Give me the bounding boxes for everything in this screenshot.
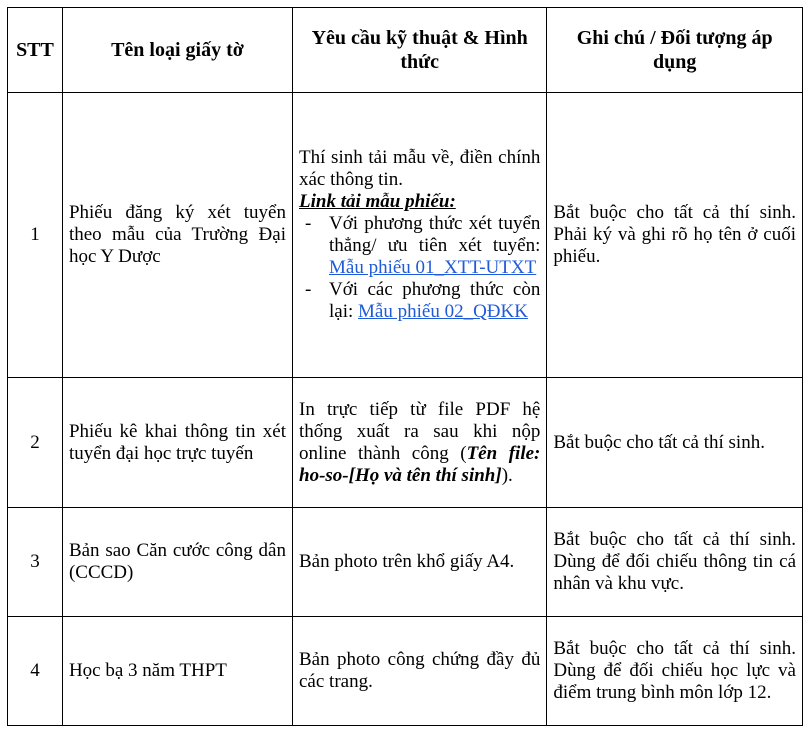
table-row [8, 508, 803, 617]
row-doc-name: Học bạ 3 năm THPT [62, 617, 292, 726]
row-stt: 4 [8, 617, 63, 726]
row-doc-name: Phiếu đăng ký xét tuyển theo mẫu của Trường Đại học Y Dược [62, 93, 292, 378]
form-02-link[interactable]: Mẫu phiếu 02_QĐKK [358, 301, 528, 322]
documents-table [7, 7, 803, 726]
row-requirements [293, 378, 547, 508]
header-requirements: Yêu cầu kỹ thuật & Hình thức [293, 8, 547, 93]
row-requirements: Bản photo công chứng đầy đủ các trang. [293, 617, 547, 726]
row-note: Bắt buộc cho tất cả thí sinh. [547, 378, 803, 508]
list-item [329, 213, 540, 279]
req-intro: Thí sinh tải mẫu về, điền chính xác thông tin. [299, 147, 541, 190]
header-note: Ghi chú / Đối tượng áp dụng [547, 8, 803, 93]
link-title: Link tải mẫu phiếu: [299, 191, 456, 212]
row-stt: 1 [8, 93, 63, 378]
option1-text: Với phương thức xét tuyển thẳng/ ưu tiên xét tuyển: [329, 213, 541, 256]
row-stt: 2 [8, 378, 63, 508]
header-name: Tên loại giấy tờ [62, 8, 292, 93]
row-note: Bắt buộc cho tất cả thí sinh. Dùng để đối chiếu học lực và điểm trung bình môn lớp 12. [547, 617, 803, 726]
table-row [8, 617, 803, 726]
row-stt: 3 [8, 508, 63, 617]
row-requirements [293, 93, 547, 378]
row-doc-name: Bản sao Căn cước công dân (CCCD) [62, 508, 292, 617]
req-filename: Tên file: ho-so-[Họ và tên thí sinh] [299, 442, 541, 486]
form-01-link[interactable]: Mẫu phiếu 01_XTT-UTXT [329, 257, 537, 278]
header-stt: STT [8, 8, 63, 93]
table-row [8, 93, 803, 378]
row-doc-name: Phiếu kê khai thông tin xét tuyển đại học trực tuyến [62, 378, 292, 508]
option2-text: Với các phương thức còn lại: [329, 279, 541, 322]
req-text-end: ). [501, 464, 513, 486]
row-requirements: Bản photo trên khổ giấy A4. [293, 508, 547, 617]
options-list [299, 213, 540, 323]
header-row [8, 8, 803, 93]
row-note: Bắt buộc cho tất cả thí sinh. Phải ký và ghi rõ họ tên ở cuối phiếu. [547, 93, 803, 378]
req-text: In trực tiếp từ file PDF hệ thống xuất ra sau khi nộp online thành công ( [299, 398, 541, 464]
list-item [329, 279, 540, 323]
table-row [8, 378, 803, 508]
row-note: Bắt buộc cho tất cả thí sinh. Dùng để đối chiếu thông tin cá nhân và khu vực. [547, 508, 803, 617]
